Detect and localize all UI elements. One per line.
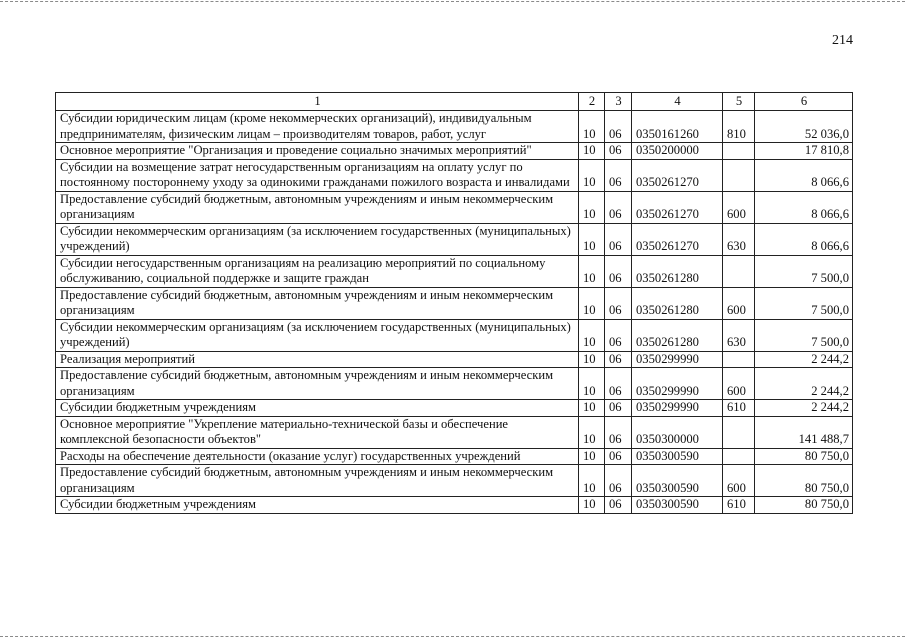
- target-article-code: 0350299990: [632, 368, 723, 400]
- expense-type-code: 600: [723, 465, 755, 497]
- amount: 8 066,6: [755, 159, 853, 191]
- section-code: 10: [579, 448, 605, 465]
- amount: 17 810,8: [755, 143, 853, 160]
- table-row: [56, 319, 853, 351]
- row-description: Субсидии юридическим лицам (кроме некоммерческих организаций), индивидуальным предпринимателям, физическим лицам – производителям товаров, работ, услуг: [56, 111, 579, 143]
- column-header: 4: [632, 93, 723, 111]
- section-code: 10: [579, 111, 605, 143]
- section-code: 10: [579, 223, 605, 255]
- table-header-row: [56, 93, 853, 111]
- amount: 2 244,2: [755, 368, 853, 400]
- table-row: [56, 287, 853, 319]
- row-description: Предоставление субсидий бюджетным, автономным учреждениям и иным некоммерческим организациям: [56, 287, 579, 319]
- column-header: 5: [723, 93, 755, 111]
- target-article-code: 0350261280: [632, 287, 723, 319]
- target-article-code: 0350261270: [632, 223, 723, 255]
- subsection-code: 06: [605, 368, 632, 400]
- expense-type-code: 630: [723, 319, 755, 351]
- expense-type-code: [723, 159, 755, 191]
- target-article-code: 0350161260: [632, 111, 723, 143]
- amount: 80 750,0: [755, 497, 853, 514]
- section-code: 10: [579, 416, 605, 448]
- section-code: 10: [579, 351, 605, 368]
- column-header: 6: [755, 93, 853, 111]
- column-header: 2: [579, 93, 605, 111]
- column-header: 3: [605, 93, 632, 111]
- subsection-code: 06: [605, 255, 632, 287]
- target-article-code: 0350261280: [632, 319, 723, 351]
- amount: 2 244,2: [755, 351, 853, 368]
- subsection-code: 06: [605, 416, 632, 448]
- target-article-code: 0350261280: [632, 255, 723, 287]
- section-code: 10: [579, 319, 605, 351]
- row-description: Предоставление субсидий бюджетным, автономным учреждениям и иным некоммерческим организациям: [56, 368, 579, 400]
- table-row: [56, 368, 853, 400]
- row-description: Субсидии бюджетным учреждениям: [56, 400, 579, 417]
- subsection-code: 06: [605, 448, 632, 465]
- expense-type-code: [723, 351, 755, 368]
- row-description: Субсидии некоммерческим организациям (за исключением государственных (муниципальных) учреждений): [56, 319, 579, 351]
- row-description: Субсидии некоммерческим организациям (за исключением государственных (муниципальных) учреждений): [56, 223, 579, 255]
- table-row: [56, 497, 853, 514]
- amount: 80 750,0: [755, 465, 853, 497]
- section-code: 10: [579, 497, 605, 514]
- subsection-code: 06: [605, 223, 632, 255]
- expense-type-code: 600: [723, 191, 755, 223]
- expense-type-code: 630: [723, 223, 755, 255]
- expense-type-code: 610: [723, 497, 755, 514]
- subsection-code: 06: [605, 143, 632, 160]
- table-row: [56, 191, 853, 223]
- row-description: Основное мероприятие "Укрепление материально-технической базы и обеспечение комплексной безопасности объектов": [56, 416, 579, 448]
- section-code: 10: [579, 143, 605, 160]
- section-code: 10: [579, 368, 605, 400]
- scan-bottom-edge: [0, 636, 905, 637]
- target-article-code: 0350300590: [632, 448, 723, 465]
- target-article-code: 0350261270: [632, 191, 723, 223]
- target-article-code: 0350200000: [632, 143, 723, 160]
- expense-type-code: 810: [723, 111, 755, 143]
- target-article-code: 0350300000: [632, 416, 723, 448]
- table-row: [56, 111, 853, 143]
- subsection-code: 06: [605, 319, 632, 351]
- table-row: [56, 416, 853, 448]
- section-code: 10: [579, 159, 605, 191]
- amount: 52 036,0: [755, 111, 853, 143]
- expense-type-code: [723, 255, 755, 287]
- row-description: Основное мероприятие "Организация и проведение социально значимых мероприятий": [56, 143, 579, 160]
- section-code: 10: [579, 191, 605, 223]
- expense-type-code: 600: [723, 368, 755, 400]
- subsection-code: 06: [605, 351, 632, 368]
- amount: 7 500,0: [755, 255, 853, 287]
- table-row: [56, 448, 853, 465]
- amount: 141 488,7: [755, 416, 853, 448]
- section-code: 10: [579, 287, 605, 319]
- expense-type-code: 610: [723, 400, 755, 417]
- amount: 7 500,0: [755, 319, 853, 351]
- target-article-code: 0350300590: [632, 497, 723, 514]
- expense-type-code: 600: [723, 287, 755, 319]
- table-row: [56, 143, 853, 160]
- expense-type-code: [723, 416, 755, 448]
- row-description: Субсидии на возмещение затрат негосударственным организациям на оплату услуг по постоянному постороннему уходу за одинокими гражданами пожилого возраста и инвалидами: [56, 159, 579, 191]
- target-article-code: 0350299990: [632, 351, 723, 368]
- row-description: Реализация мероприятий: [56, 351, 579, 368]
- page-number: 214: [832, 33, 853, 48]
- expense-type-code: [723, 143, 755, 160]
- section-code: 10: [579, 400, 605, 417]
- subsection-code: 06: [605, 497, 632, 514]
- section-code: 10: [579, 255, 605, 287]
- target-article-code: 0350300590: [632, 465, 723, 497]
- subsection-code: 06: [605, 159, 632, 191]
- budget-table: [55, 92, 853, 514]
- subsection-code: 06: [605, 400, 632, 417]
- row-description: Предоставление субсидий бюджетным, автономным учреждениям и иным некоммерческим организациям: [56, 191, 579, 223]
- subsection-code: 06: [605, 287, 632, 319]
- row-description: Расходы на обеспечение деятельности (оказание услуг) государственных учреждений: [56, 448, 579, 465]
- table-row: [56, 255, 853, 287]
- subsection-code: 06: [605, 111, 632, 143]
- amount: 80 750,0: [755, 448, 853, 465]
- section-code: 10: [579, 465, 605, 497]
- amount: 8 066,6: [755, 191, 853, 223]
- table-row: [56, 400, 853, 417]
- amount: 2 244,2: [755, 400, 853, 417]
- table-row: [56, 159, 853, 191]
- row-description: Субсидии бюджетным учреждениям: [56, 497, 579, 514]
- scan-top-edge: [0, 1, 905, 2]
- subsection-code: 06: [605, 191, 632, 223]
- table-row: [56, 351, 853, 368]
- target-article-code: 0350261270: [632, 159, 723, 191]
- subsection-code: 06: [605, 465, 632, 497]
- table-row: [56, 223, 853, 255]
- amount: 7 500,0: [755, 287, 853, 319]
- column-header: 1: [56, 93, 579, 111]
- expense-type-code: [723, 448, 755, 465]
- amount: 8 066,6: [755, 223, 853, 255]
- row-description: Предоставление субсидий бюджетным, автономным учреждениям и иным некоммерческим организациям: [56, 465, 579, 497]
- table-row: [56, 465, 853, 497]
- target-article-code: 0350299990: [632, 400, 723, 417]
- row-description: Субсидии негосударственным организациям на реализацию мероприятий по социальному обслуживанию, социальной поддержке и защите граждан: [56, 255, 579, 287]
